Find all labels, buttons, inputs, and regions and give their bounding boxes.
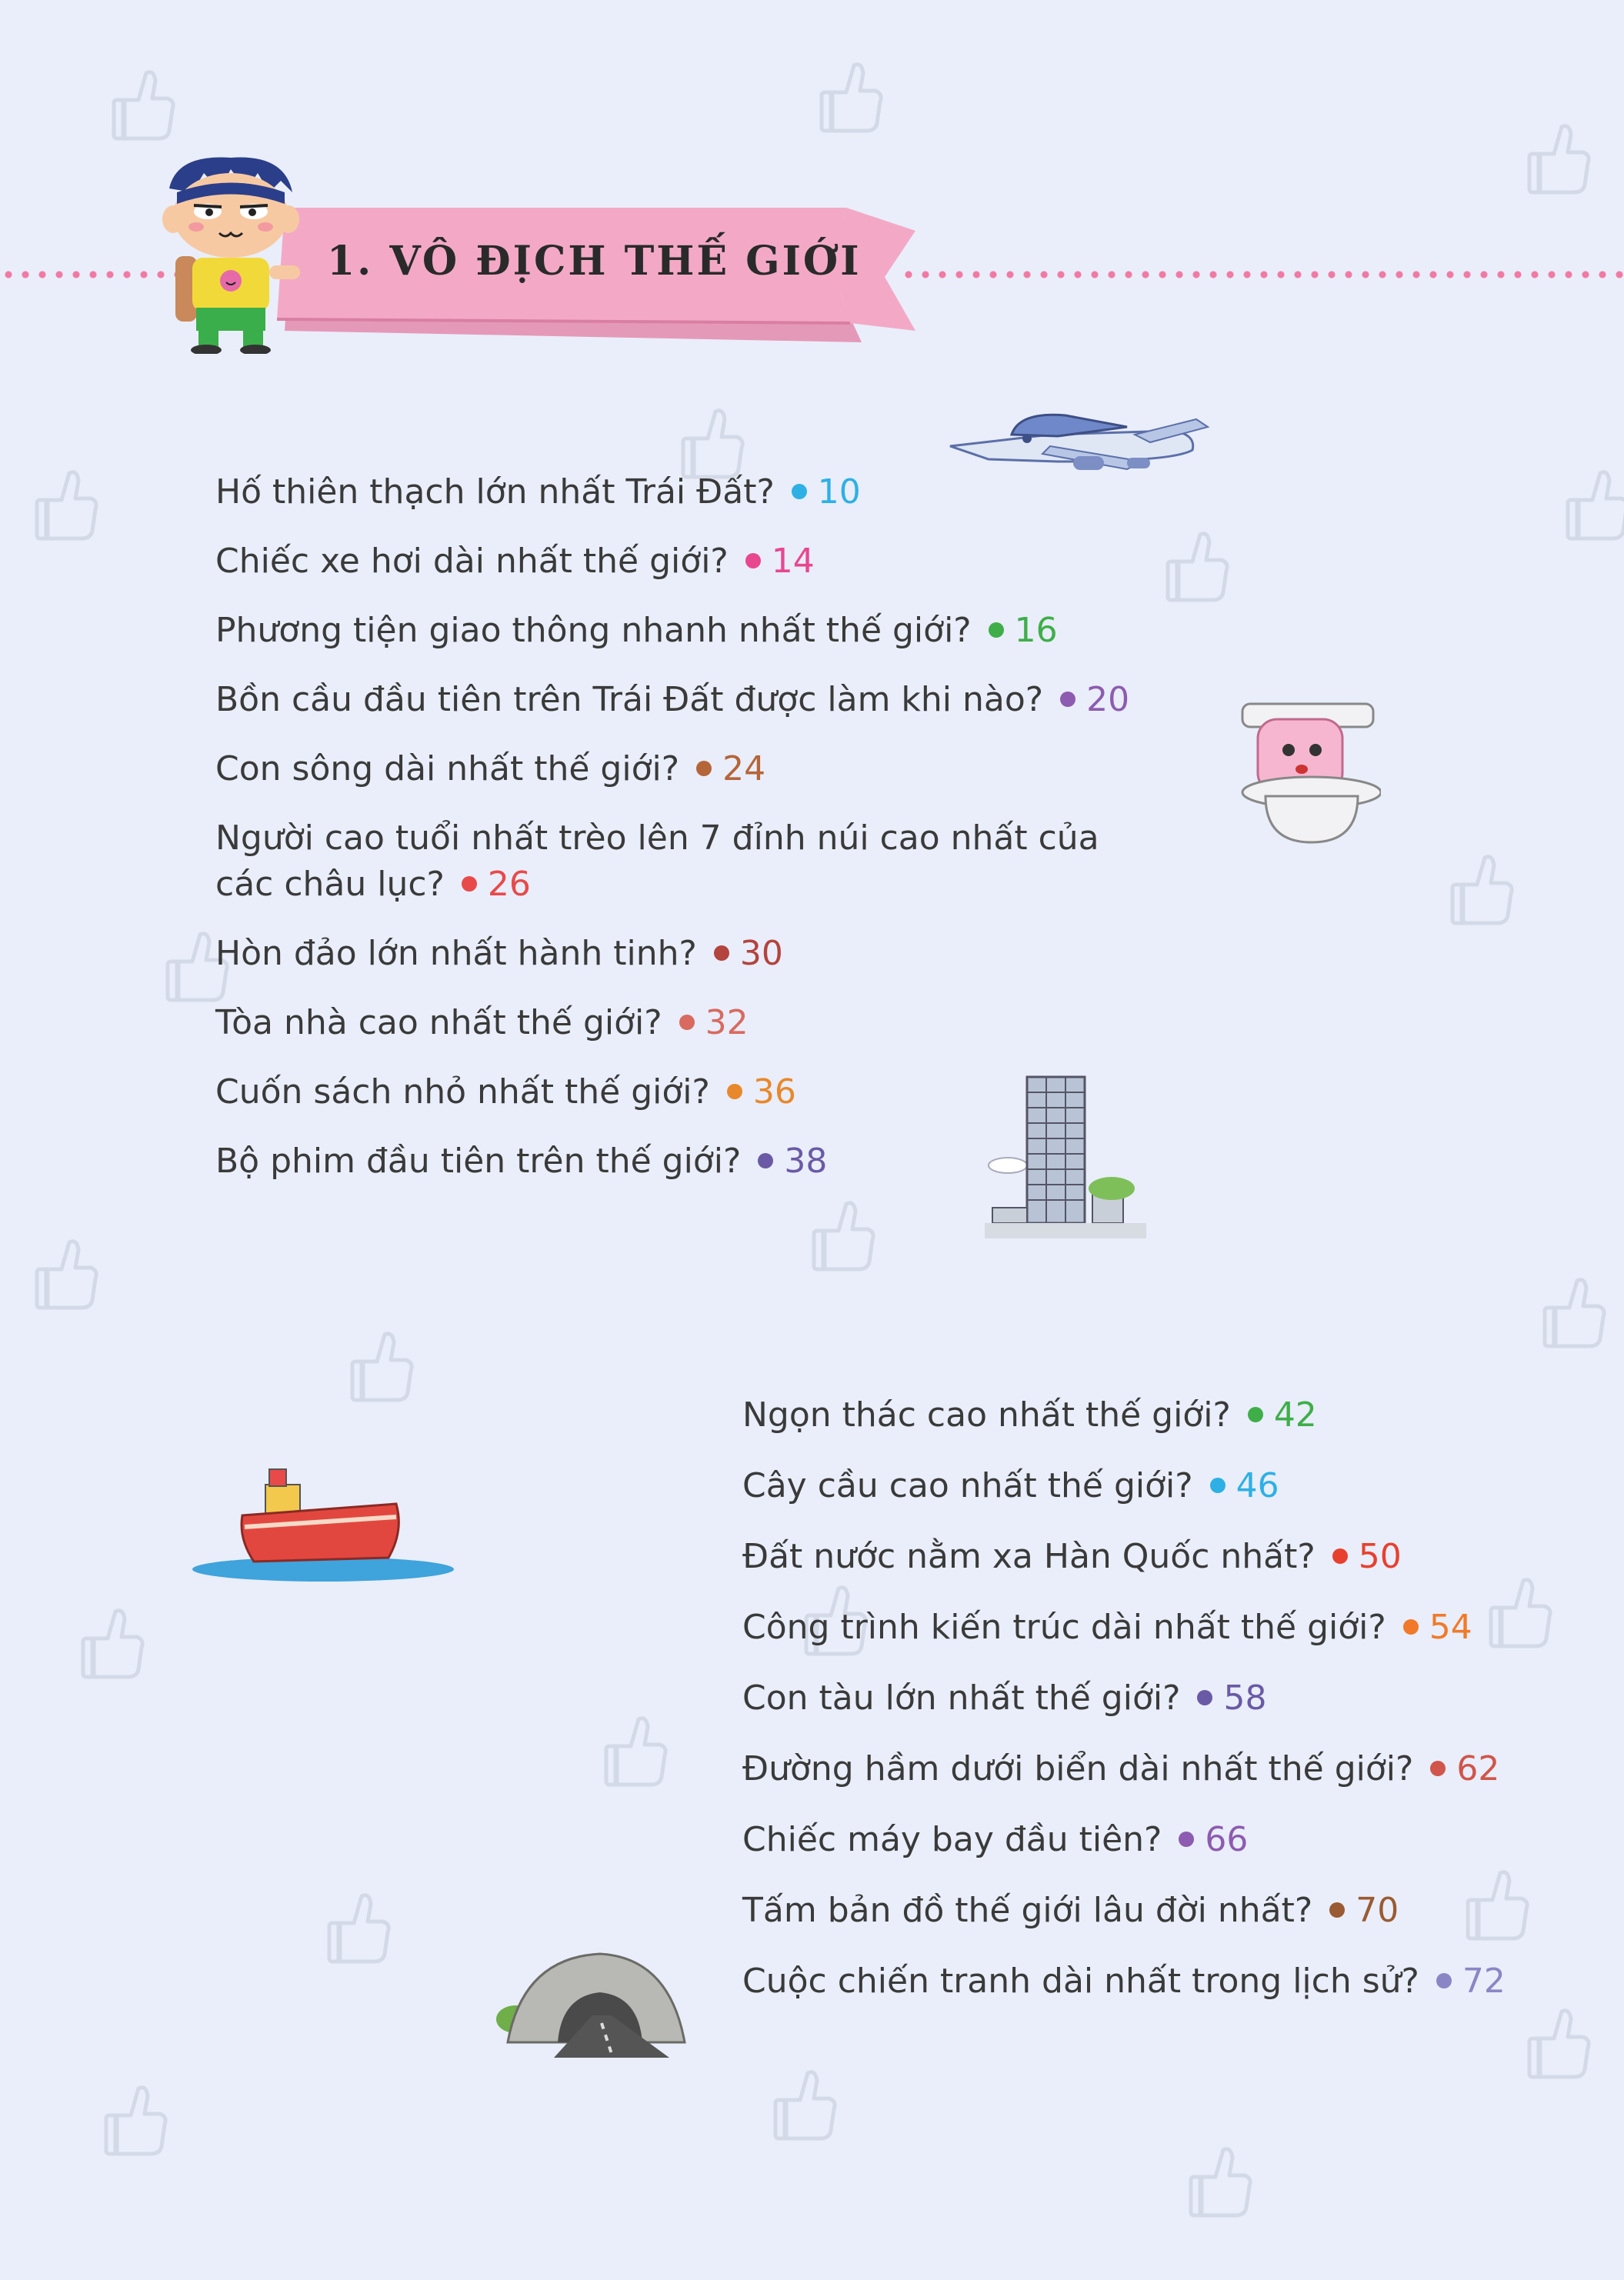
toc-page-number: 50 bbox=[1358, 1537, 1402, 1576]
toc-page-number: 46 bbox=[1236, 1466, 1279, 1505]
toc-question: Cuộc chiến tranh dài nhất trong lịch sử? bbox=[742, 1962, 1419, 2001]
thumbs-up-icon bbox=[77, 1600, 146, 1685]
toc-item[interactable] bbox=[215, 1069, 1215, 1115]
toc-list-right bbox=[742, 1392, 1589, 2005]
toc-question: Bộ phim đầu tiên trên thế giới? bbox=[215, 1142, 742, 1181]
bullet-dot-icon bbox=[1210, 1478, 1226, 1493]
toc-question: Ngọn thác cao nhất thế giới? bbox=[742, 1395, 1231, 1435]
toc-page-number: 72 bbox=[1462, 1962, 1506, 2001]
tunnel-illustration bbox=[492, 1942, 692, 2058]
toc-item[interactable] bbox=[742, 1463, 1589, 1509]
toc-item[interactable] bbox=[742, 1958, 1589, 2005]
toc-question: Hố thiên thạch lớn nhất Trái Đất? bbox=[215, 472, 775, 512]
thumbs-up-icon bbox=[808, 1192, 877, 1277]
thumbs-up-icon bbox=[1523, 2000, 1592, 2085]
bullet-dot-icon bbox=[989, 622, 1004, 638]
toc-item[interactable] bbox=[215, 815, 1215, 908]
toc-question: Phương tiện giao thông nhanh nhất thế giới? bbox=[215, 611, 972, 650]
toc-item[interactable] bbox=[742, 1888, 1589, 1934]
toc-item[interactable] bbox=[215, 1138, 1215, 1185]
bullet-dot-icon bbox=[1329, 1902, 1345, 1918]
thumbs-up-icon bbox=[1523, 115, 1592, 200]
bullet-dot-icon bbox=[1403, 1619, 1419, 1635]
toc-page-number: 62 bbox=[1456, 1749, 1500, 1788]
toc-item[interactable] bbox=[742, 1817, 1589, 1863]
toc-question: Con tàu lớn nhất thế giới? bbox=[742, 1678, 1181, 1718]
bullet-dot-icon bbox=[1248, 1407, 1263, 1422]
thumbs-up-icon bbox=[1562, 462, 1624, 546]
toc-question-continued: các châu lục? bbox=[215, 865, 445, 904]
bullet-dot-icon bbox=[714, 945, 729, 961]
toc-item[interactable] bbox=[742, 1675, 1589, 1722]
bullet-dot-icon bbox=[758, 1153, 773, 1168]
toilet-illustration bbox=[1235, 696, 1381, 850]
toc-item[interactable] bbox=[215, 931, 1215, 977]
thumbs-up-icon bbox=[100, 2077, 169, 2162]
toc-question: Hòn đảo lớn nhất hành tinh? bbox=[215, 934, 697, 973]
toc-page-number: 42 bbox=[1273, 1395, 1317, 1435]
bullet-dot-icon bbox=[1430, 1761, 1446, 1776]
toc-page-number: 10 bbox=[817, 472, 861, 512]
toc-page-number: 32 bbox=[705, 1003, 749, 1042]
toc-item[interactable] bbox=[215, 469, 1215, 515]
toc-question: Tòa nhà cao nhất thế giới? bbox=[215, 1003, 662, 1042]
toc-item[interactable] bbox=[215, 538, 1215, 585]
bullet-dot-icon bbox=[696, 761, 712, 776]
toc-page-number: 30 bbox=[739, 934, 783, 973]
bullet-dot-icon bbox=[1179, 1832, 1194, 1847]
boy-mascot-illustration bbox=[146, 150, 323, 354]
toc-page-number: 16 bbox=[1014, 611, 1058, 650]
toc-page-number: 58 bbox=[1223, 1678, 1267, 1718]
bullet-dot-icon bbox=[727, 1084, 742, 1099]
toc-question: Bồn cầu đầu tiên trên Trái Đất được làm khi nào? bbox=[215, 680, 1044, 719]
bullet-dot-icon bbox=[745, 553, 761, 568]
toc-page-number: 24 bbox=[722, 749, 766, 788]
bullet-dot-icon bbox=[792, 484, 807, 499]
thumbs-up-icon bbox=[1539, 1269, 1608, 1354]
thumbs-up-icon bbox=[346, 1323, 415, 1408]
toc-question: Đường hầm dưới biển dài nhất thế giới? bbox=[742, 1749, 1414, 1788]
toc-question: Tấm bản đồ thế giới lâu đời nhất? bbox=[742, 1891, 1313, 1930]
thumbs-up-icon bbox=[323, 1885, 392, 1969]
ship-illustration bbox=[192, 1462, 454, 1585]
toc-question: Người cao tuổi nhất trèo lên 7 đỉnh núi cao nhất của bbox=[215, 818, 1099, 858]
toc-question: Đất nước nằm xa Hàn Quốc nhất? bbox=[742, 1537, 1316, 1576]
toc-question: Công trình kiến trúc dài nhất thế giới? bbox=[742, 1608, 1386, 1647]
toc-page-number: 26 bbox=[487, 865, 531, 904]
thumbs-up-icon bbox=[108, 62, 177, 146]
thumbs-up-icon bbox=[815, 54, 885, 138]
toc-item[interactable] bbox=[215, 746, 1215, 792]
thumbs-up-icon bbox=[769, 2062, 839, 2146]
section-title: 1. VÔ ĐỊCH THẾ GIỚI bbox=[327, 238, 862, 285]
toc-item[interactable] bbox=[742, 1534, 1589, 1580]
toc-item[interactable] bbox=[215, 677, 1215, 723]
thumbs-up-icon bbox=[1446, 846, 1516, 931]
toc-item[interactable] bbox=[742, 1392, 1589, 1438]
toc-question: Cuốn sách nhỏ nhất thế giới? bbox=[215, 1072, 710, 1112]
bullet-dot-icon bbox=[1436, 1973, 1452, 1988]
toc-question: Chiếc xe hơi dài nhất thế giới? bbox=[215, 542, 729, 581]
thumbs-up-icon bbox=[600, 1708, 669, 1792]
bullet-dot-icon bbox=[462, 876, 477, 892]
toc-item[interactable] bbox=[742, 1746, 1589, 1792]
toc-page-number: 36 bbox=[752, 1072, 796, 1112]
thumbs-up-icon bbox=[31, 462, 100, 546]
toc-page-number: 66 bbox=[1205, 1820, 1249, 1859]
bullet-dot-icon bbox=[679, 1015, 695, 1030]
thumbs-up-icon bbox=[1185, 2138, 1254, 2223]
toc-item[interactable] bbox=[215, 1000, 1215, 1046]
bullet-dot-icon bbox=[1197, 1690, 1212, 1705]
toc-page-number: 20 bbox=[1086, 680, 1130, 719]
toc-list-left bbox=[215, 469, 1215, 1185]
toc-page-number: 54 bbox=[1429, 1608, 1472, 1647]
toc-page-number: 70 bbox=[1356, 1891, 1399, 1930]
dotted-divider-right bbox=[900, 271, 1624, 278]
toc-question: Chiếc máy bay đầu tiên? bbox=[742, 1820, 1162, 1859]
toc-item[interactable] bbox=[215, 608, 1215, 654]
thumbs-up-icon bbox=[31, 1231, 100, 1315]
toc-item[interactable] bbox=[742, 1605, 1589, 1651]
toc-question: Con sông dài nhất thế giới? bbox=[215, 749, 680, 788]
toc-question: Cây cầu cao nhất thế giới? bbox=[742, 1466, 1193, 1505]
bullet-dot-icon bbox=[1332, 1548, 1348, 1564]
toc-page-number: 38 bbox=[784, 1142, 828, 1181]
bullet-dot-icon bbox=[1060, 692, 1075, 707]
toc-page-number: 14 bbox=[771, 542, 815, 581]
